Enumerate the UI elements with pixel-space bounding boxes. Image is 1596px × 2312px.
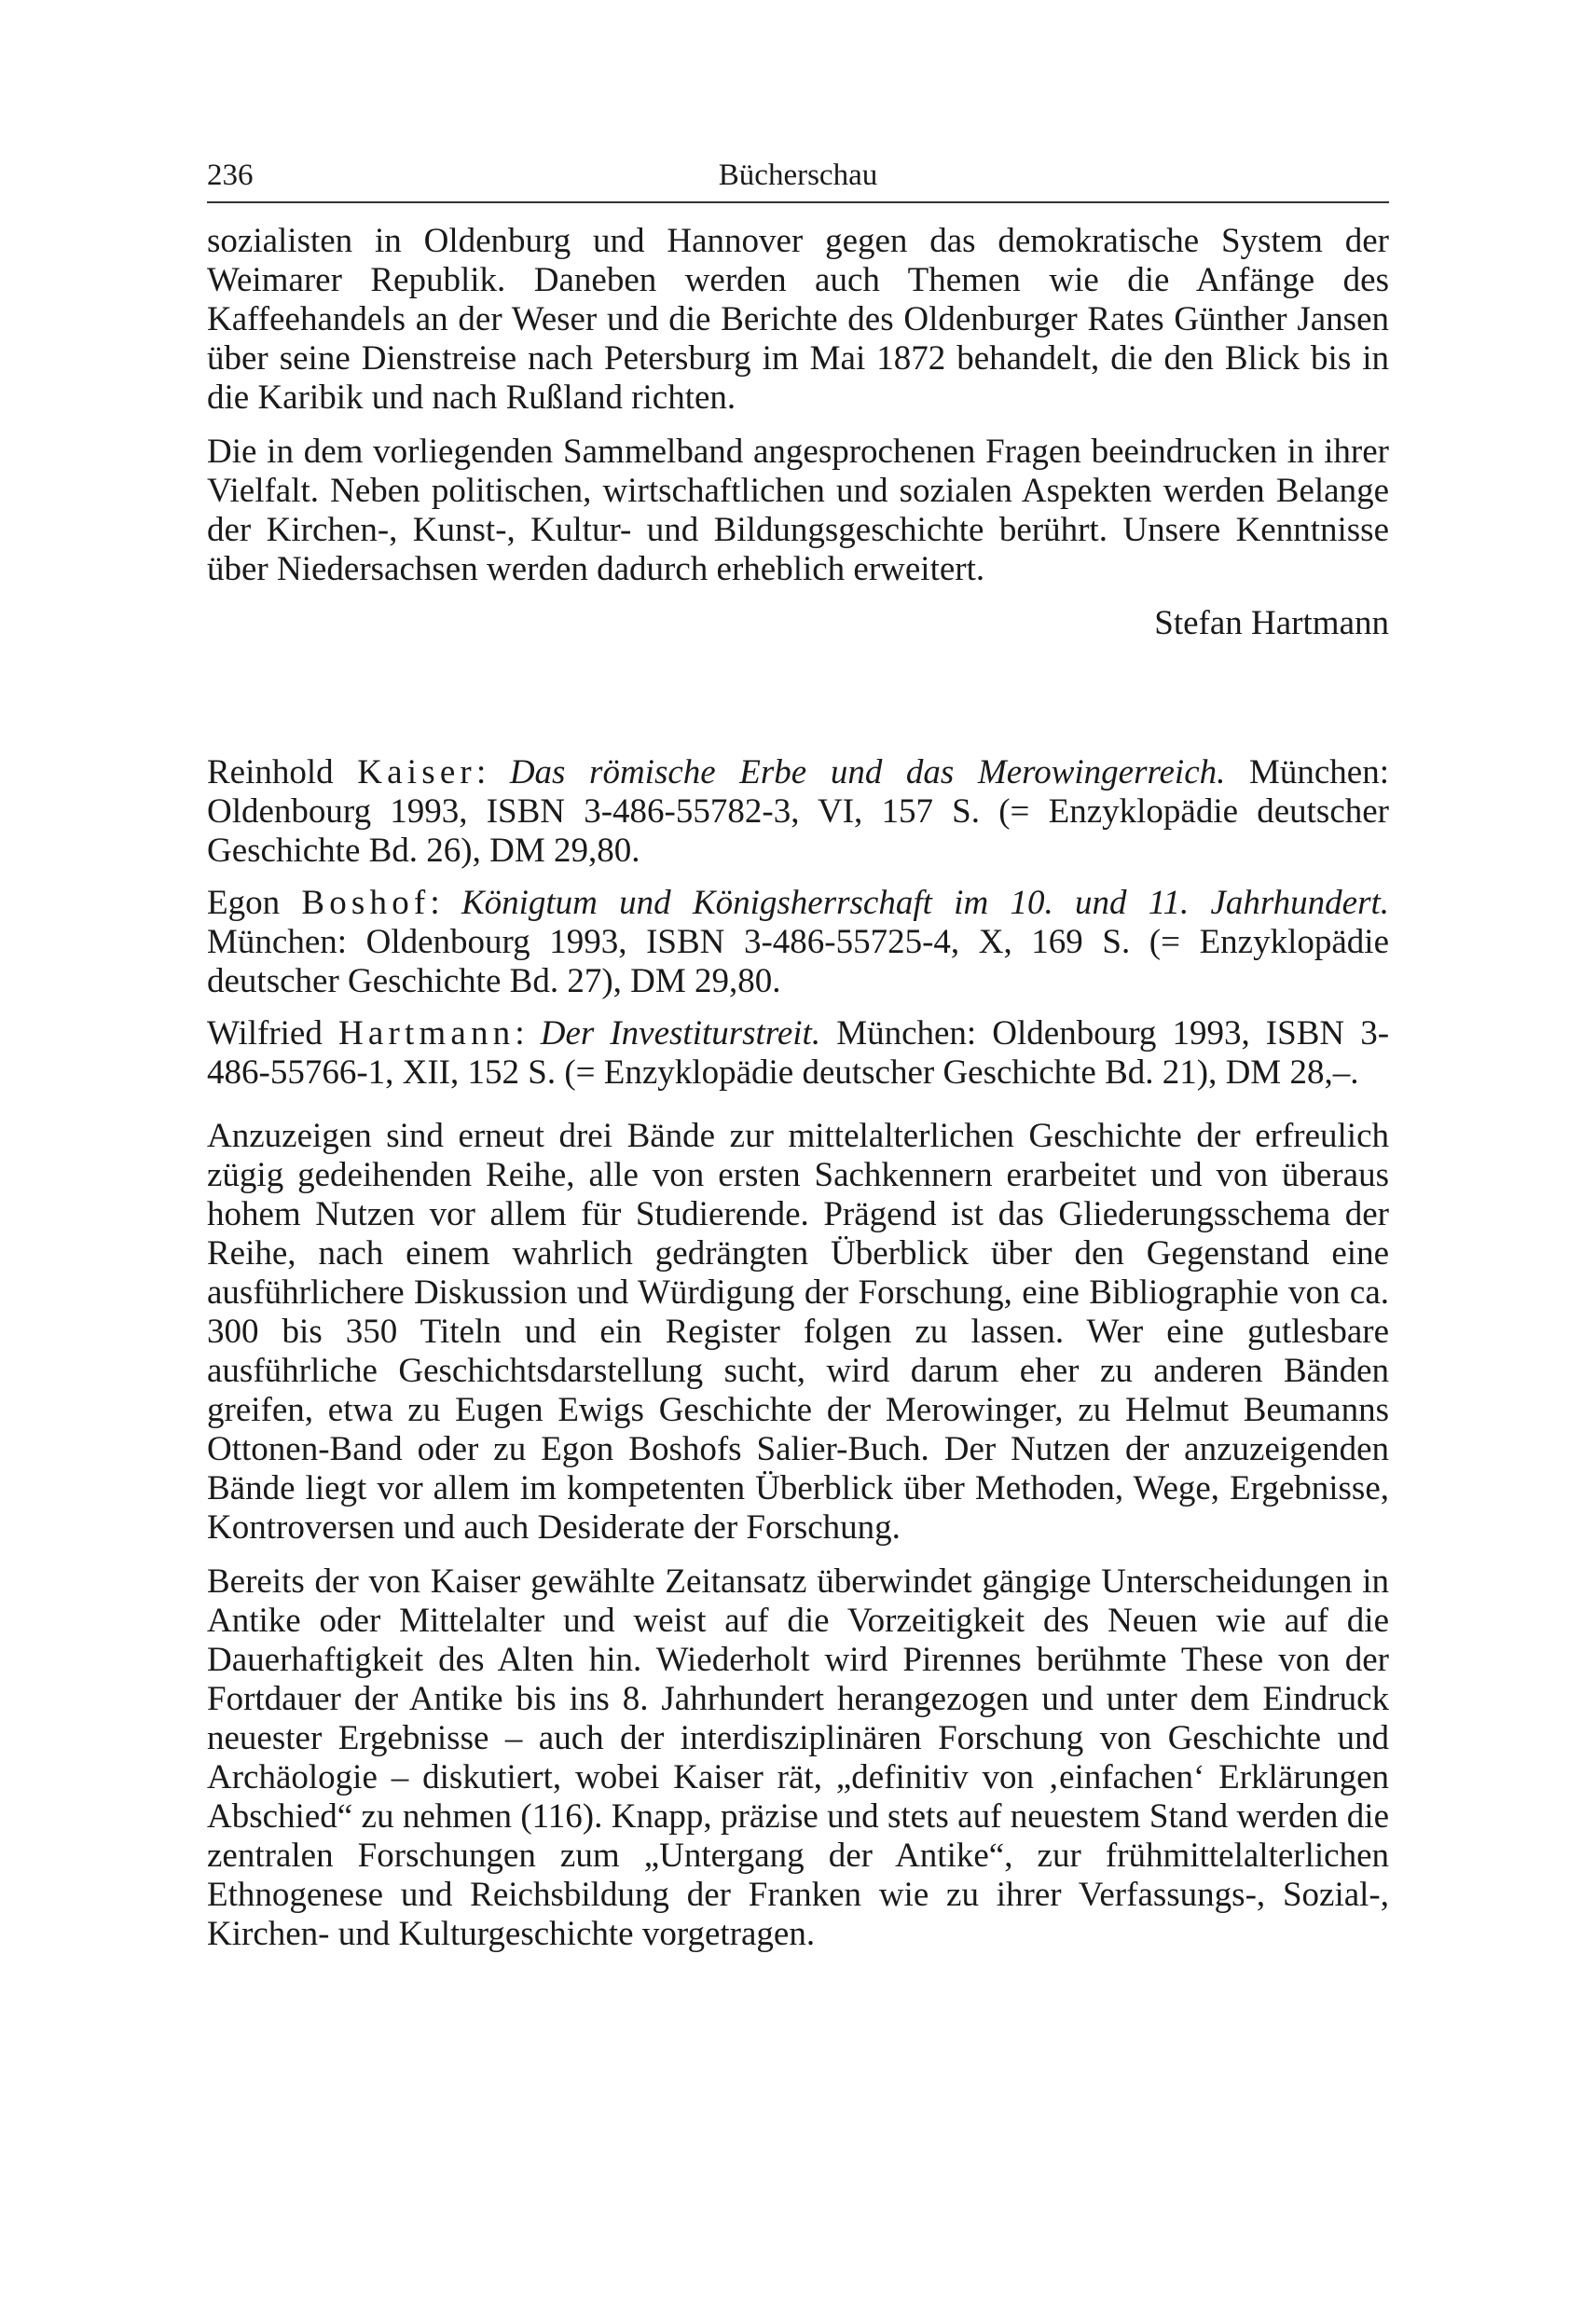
author-first-name: Reinhold	[207, 753, 334, 791]
book-entry: Reinhold Kaiser: Das römische Erbe und das Merowingerreich. München: Oldenbourg 1993, ISBN 3-486-55782-3, VI, 157 S. (= Enzyklopädie deutscher Geschichte Bd. 26), DM 29,80.	[207, 753, 1390, 870]
review-continuation	[207, 222, 1389, 643]
author-first-name: Egon	[207, 884, 281, 922]
book-entry: Wilfried Hartmann: Der Investiturstreit. München: Oldenbourg 1993, ISBN 3-486-55766-1, XII, 152 S. (= Enzyklopädie deutscher Geschichte Bd. 21), DM 28,–.	[207, 1014, 1390, 1092]
paragraph: sozialisten in Oldenburg und Hannover gegen das demokratische System der Weimarer Republik. Daneben werden auch Themen wie die Anfänge des Kaffeehandels an der Weser und die Berichte des Oldenburger Rates Günther Jansen über seine Dienstreise nach Petersburg im Mai 1872 behandelt, die den Blick bis in die Karibik und nach Rußland richten.	[207, 222, 1389, 417]
running-head	[207, 149, 1389, 203]
book-title: Der Investiturstreit.	[540, 1014, 821, 1053]
book-title: Das römische Erbe und das Merowingerreich.	[509, 753, 1226, 791]
paragraph: Bereits der von Kaiser gewählte Zeitansatz überwindet gängige Unterscheidungen in Antike oder Mittelalter und weist auf die Vorzeitigkeit des Neuen wie auf die Dauerhaftigkeit des Alten hin. Wiederholt wird Pirennes berühmte These von der Fortdauer der Antike bis ins 8. Jahrhundert herangezogen und unter dem Eindruck neuester Ergebnisse – auch der interdisziplinären Forschung von Geschichte und Archäologie – diskutiert, wobei Kaiser rät, „definitiv von ‚einfachen‘ Erklärungen Abschied“ zu nehmen (116). Knapp, präzise und stets auf neuestem Stand werden die zentralen Forschungen zum „Untergang der Antike“, zur frühmittelalterlichen Ethnogenese und Reichsbildung der Franken wie zu ihrer Verfassungs-, Sozial-, Kirchen- und Kulturgeschichte vorgetragen.	[207, 1562, 1389, 1953]
book-details: München: Oldenbourg 1993, ISBN 3-486-55766-1, XII, 152 S. (= Enzyklopädie deutscher Geschichte Bd. 21), DM 28,–.	[207, 1014, 1390, 1092]
review-bibliography	[207, 753, 1389, 1093]
author-last-name: Hartmann	[337, 1014, 516, 1053]
author-last-name: Boshof	[301, 884, 431, 922]
paragraph: Anzuzeigen sind erneut drei Bände zur mittelalterlichen Geschichte der erfreulich zügig gedeihenden Reihe, alle von ersten Sachkennern erarbeitet und von überaus hohem Nutzen vor allem für Studierende. Prägend ist das Gliederungsschema der Reihe, nach einem wahrlich gedrängten Überblick über den Gegenstand eine ausführlichere Diskussion und Würdigung der Forschung, eine Bibliographie von ca. 300 bis 350 Titeln und ein Register folgen zu lassen. Wer eine gutlesbare ausführliche Geschichtsdarstellung sucht, wird darum eher zu anderen Bänden greifen, etwa zu Eugen Ewigs Geschichte der Merowinger, zu Helmut Beumanns Ottonen-Band oder zu Egon Boshofs Salier-Buch. Der Nutzen der anzuzeigenden Bände liegt vor allem im kompetenten Überblick über Methoden, Wege, Ergebnisse, Kontroversen und auch Desiderate der Forschung.	[207, 1117, 1389, 1547]
author-first-name: Wilfried	[207, 1014, 323, 1053]
paragraph: Die in dem vorliegenden Sammelband angesprochenen Fragen beeindrucken in ihrer Vielfalt. Neben politischen, wirtschaftlichen und sozialen Aspekten werden Belange der Kirchen-, Kunst-, Kultur- und Bildungsgeschichte berührt. Unsere Kenntnisse über Niedersachsen werden dadurch erheblich erweitert.	[207, 433, 1389, 588]
author-last-name: Kaiser	[357, 753, 476, 791]
book-entry: Egon Boshof: Königtum und Königsherrschaft im 10. und 11. Jahrhundert. München: Oldenbourg 1993, ISBN 3-486-55725-4, X, 169 S. (= Enzyklopädie deutscher Geschichte Bd. 27), DM 29,80.	[207, 884, 1390, 1000]
book-title: Königtum und Königsherrschaft im 10. und 11. Jahrhundert.	[461, 884, 1390, 922]
reviewer-signature: Stefan Hartmann	[1154, 604, 1389, 642]
page-number: 236	[207, 158, 254, 192]
section-title: Bücherschau	[718, 158, 878, 192]
page-body	[207, 222, 1389, 1954]
book-page	[207, 149, 1389, 1969]
review-text	[207, 1117, 1389, 1954]
book-details: München: Oldenbourg 1993, ISBN 3-486-55725-4, X, 169 S. (= Enzyklopädie deutscher Geschichte Bd. 27), DM 29,80.	[207, 923, 1389, 1000]
book-details: München: Oldenbourg 1993, ISBN 3-486-55782-3, VI, 157 S. (= Enzyklopädie deutscher Geschichte Bd. 26), DM 29,80.	[207, 753, 1390, 870]
